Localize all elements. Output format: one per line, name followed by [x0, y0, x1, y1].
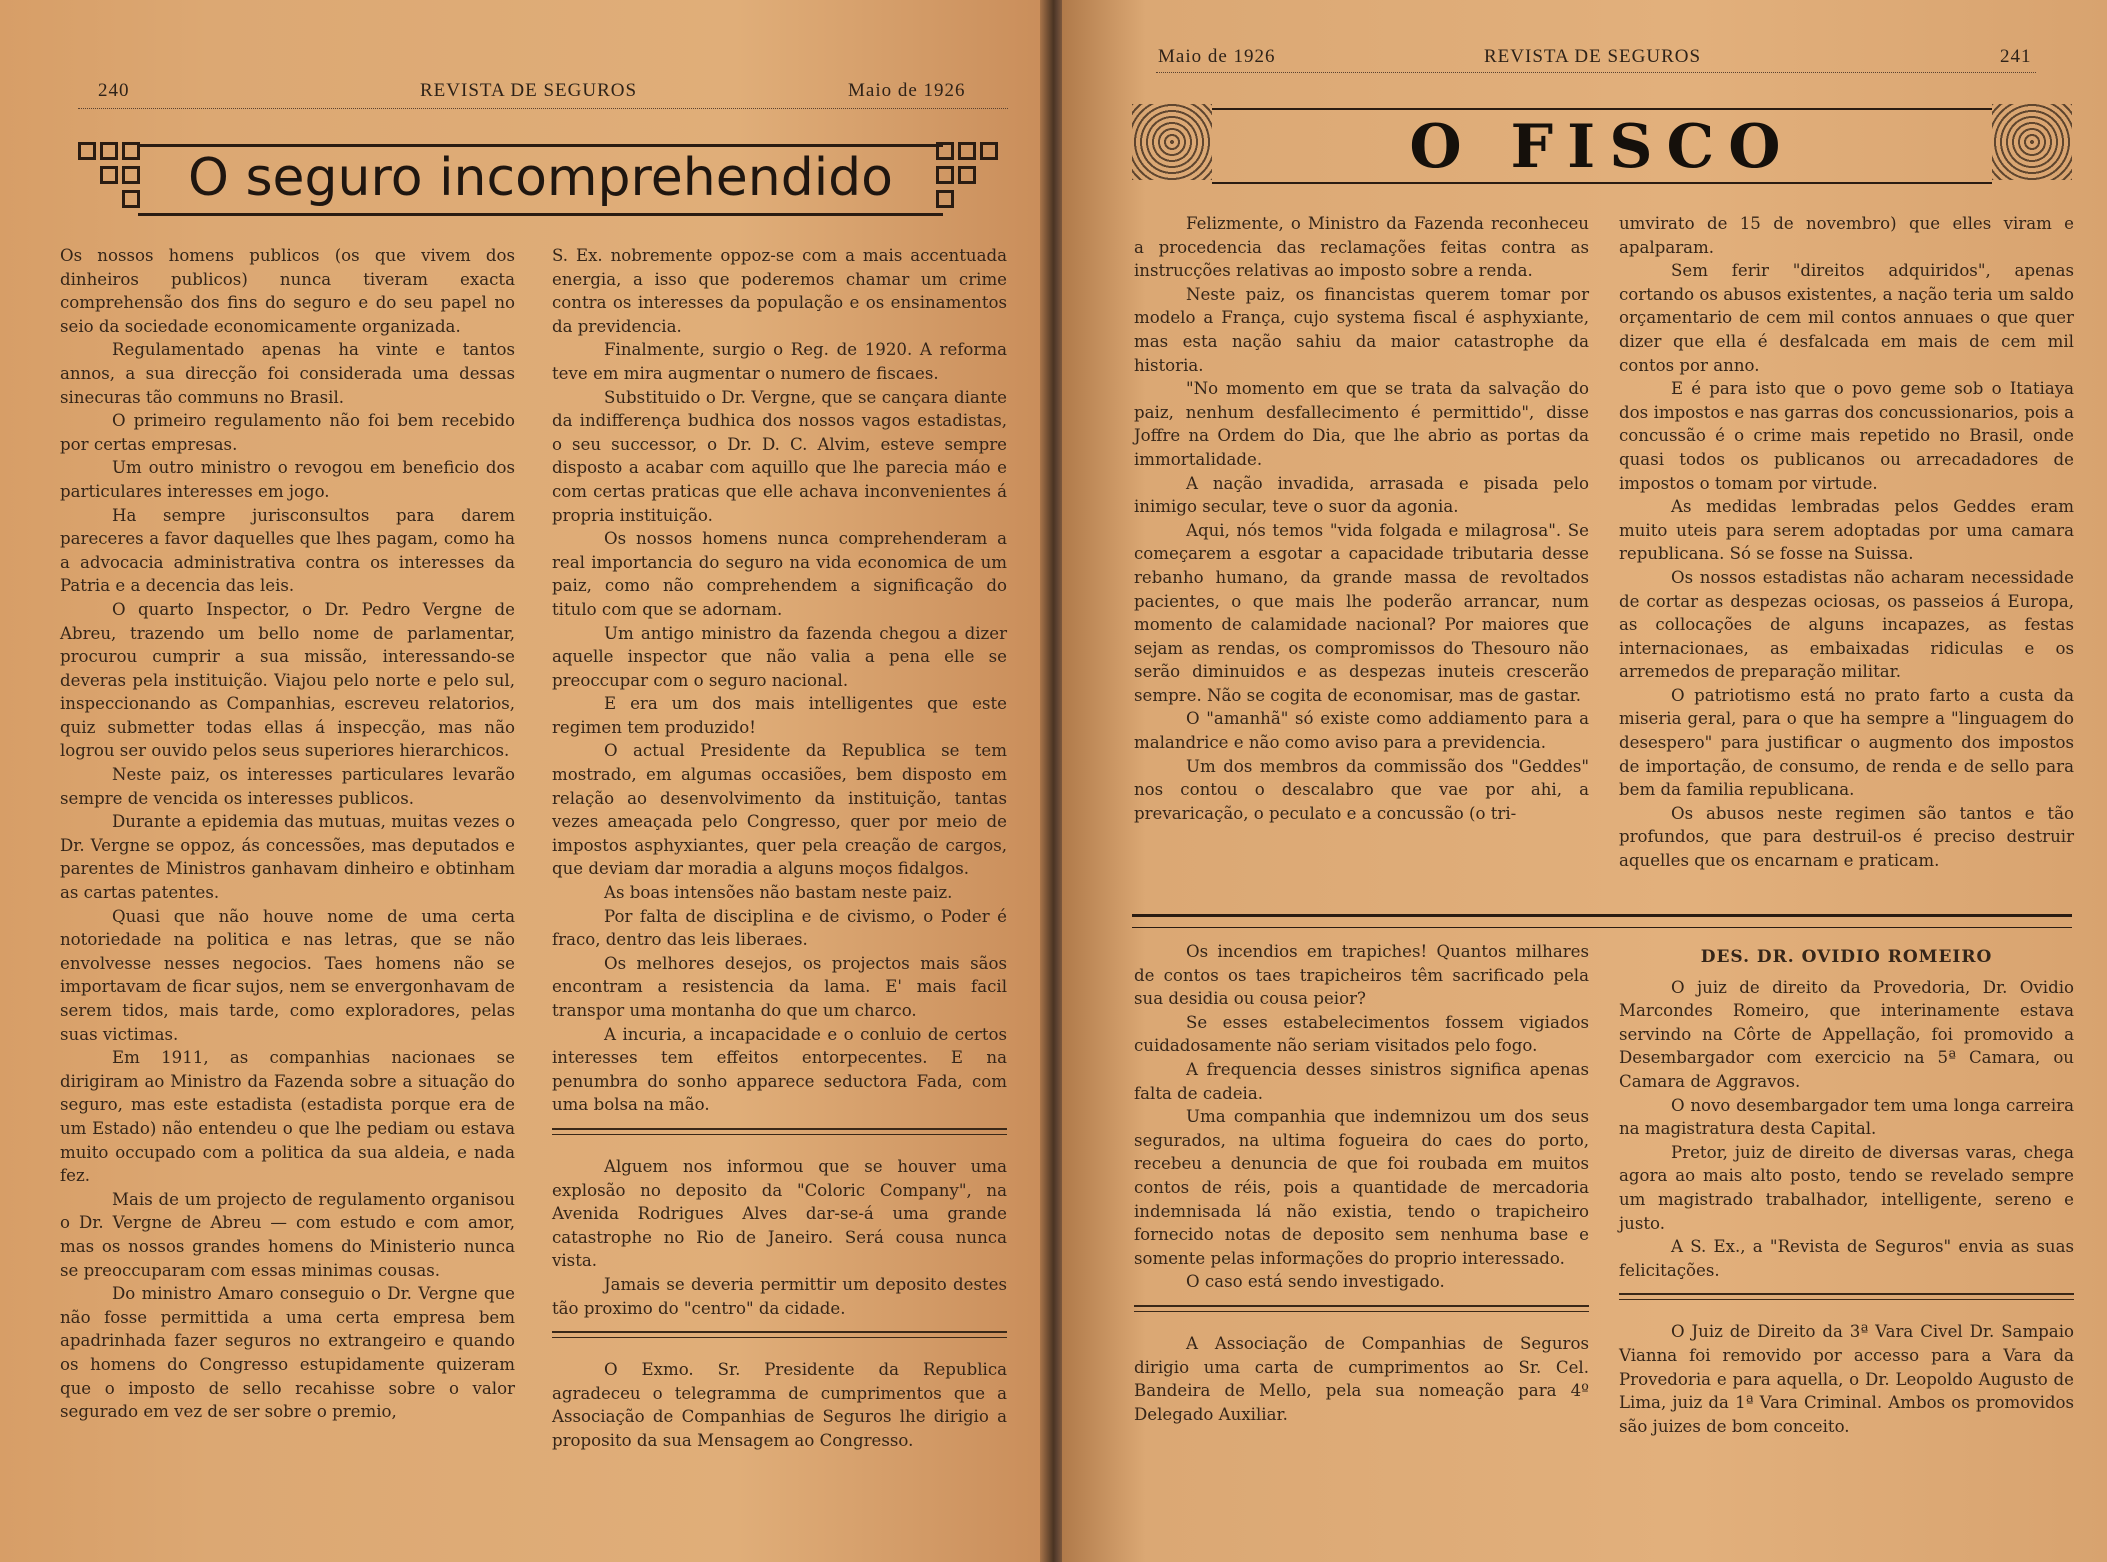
romeiro-column: [1619, 940, 2074, 1438]
fisco-column-2: [1619, 212, 2074, 873]
paragraph: Por falta de disciplina e de civismo, o Poder é fraco, dentro das leis liberaes.: [552, 906, 1007, 950]
coloric-company-note: [552, 1155, 1007, 1320]
lattice-ornament-right-icon: [1992, 104, 2072, 180]
fisco-column-1: [1134, 212, 1589, 825]
paragraph: A nação invadida, arrasada e pisada pelo inimigo secular, teve o suor da agonia.: [1134, 473, 1589, 517]
paragraph: Durante a epidemia das mutuas, muitas vezes o Dr. Vergne se oppoz, ás concessões, mas deputados e parentes de Ministros ganhavam dinheiro e obtinham as cartas patentes.: [60, 812, 515, 903]
paragraph: Os nossos homens publicos (os que vivem dos dinheiros publicos) nunca tiveram exacta comprehensão dos fins do seguro e do seu papel no seio da sociedade economicamente organizada.: [60, 246, 515, 336]
paragraph: O "amanhã" só existe como addiamento para a malandrice e não como aviso para a previdencia.: [1134, 709, 1589, 753]
paragraph: A Associação de Companhias de Seguros dirigio uma carta de cumprimentos ao Sr. Cel. Bandeira de Mello, pela sua nomeação para 4º Delegado Auxiliar.: [1134, 1333, 1589, 1424]
paragraph: Uma companhia que indemnizou um dos seus segurados, na ultima fogueira do caes do porto, recebeu a denuncia de que foi roubada em muitos contos de réis, pois a quantidade de mercadoria indemnisada lá não existia, tendo o trapicheiro fornecido notas de deposito sem nenhuma base e somente pelas informações do proprio interessado.: [1134, 1107, 1589, 1268]
section-divider: [552, 1328, 1007, 1344]
romeiro-heading: DES. DR. OVIDIO ROMEIRO: [1700, 947, 1993, 967]
paragraph: Os abusos neste regimen são tantos e tão profundos, que para destruil-os é preciso destruir aquelles que os encarnam e praticam.: [1619, 803, 2074, 871]
paragraph: O actual Presidente da Republica se tem mostrado, em algumas occasiões, bem disposto em relação ao desenvolvimento da instituição, tantas vezes ameaçada pelo Congresso, quer por meio de impostos asphyxiantes, quer pela creação de cargos, que deviam dar moradia a alguns moços fidalgos.: [552, 741, 1007, 879]
paragraph: E era um dos mais intelligentes que este regimen tem produzido!: [552, 694, 1007, 737]
paragraph: Finalmente, surgio o Reg. de 1920. A reforma teve em mira augmentar o numero de fiscaes.: [552, 340, 1007, 383]
paragraph: Pretor, juiz de direito de diversas varas, chega agora ao mais alto posto, tendo se revelado sempre um magistrado trabalhador, intelligente, sereno e justo.: [1619, 1142, 2074, 1233]
paragraph: O Juiz de Direito da 3ª Vara Civel Dr. Sampaio Vianna foi removido por accesso para a Vara da Provedoria e para aquella, o Dr. Leopoldo Augusto de Lima, juiz da 1ª Vara Criminal. Ambos os promovidos são juizes de bom conceito.: [1619, 1322, 2074, 1436]
paragraph: Quasi que não houve nome de uma certa notoriedade na politica e nas letras, que se não envolvesse nesses negocios. Taes homens não se importavam de ficar sujos, nem se envergonhavam de serem tidos, mais tarde, como exploradores, pelas suas victimas.: [60, 906, 515, 1044]
paragraph: "No momento em que se trata da salvação do paiz, nenhum desfallecimento é permittido", disse Joffre na Ordem do Dia, que lhe abrio as portas da immortalidade.: [1134, 379, 1589, 469]
article-column-2: [552, 244, 1007, 1453]
chain-divider: [1132, 914, 2072, 928]
paragraph: A S. Ex., a "Revista de Seguros" envia as suas felicitações.: [1619, 1237, 2074, 1280]
issue-date-left: Maio de 1926: [848, 80, 966, 101]
page-number-left: 240: [98, 80, 130, 101]
paragraph: umvirato de 15 de novembro) que elles viram e apalparam.: [1619, 214, 2074, 257]
president-thanks-note: [552, 1358, 1007, 1452]
article-column-1: [60, 244, 515, 1424]
fires-column: [1134, 940, 1589, 1426]
paragraph: O Exmo. Sr. Presidente da Republica agradeceu o telegramma de cumprimentos que a Associação de Companhias de Seguros lhe dirigio a proposito da sua Mensagem ao Congresso.: [552, 1360, 1007, 1450]
paragraph: Um antigo ministro da fazenda chegou a dizer aquelle inspector que não valia a pena elle se preoccupar com o seguro nacional.: [552, 623, 1007, 690]
article-title-left: O seguro incomprehendido: [188, 148, 893, 208]
paragraph: O patriotismo está no prato farto a custa da miseria geral, para o que ha sempre a "linguagem do desespero" para justificar o augmento dos impostos de importação, de consumo, de renda e de sello para bem da familia republicana.: [1619, 685, 2074, 800]
issue-date-right: Maio de 1926: [1158, 46, 1276, 67]
paragraph: O caso está sendo investigado.: [1186, 1272, 1445, 1292]
running-title-left: REVISTA DE SEGUROS: [420, 80, 638, 101]
paragraph: Neste paiz, os interesses particulares levarão sempre de vencida os interesses publicos.: [60, 765, 515, 808]
paragraph: O novo desembargador tem uma longa carreira na magistratura desta Capital.: [1619, 1095, 2074, 1139]
section-divider: [1619, 1290, 2074, 1306]
page-number-right: 241: [2000, 46, 2032, 67]
romeiro-column-body: [1619, 976, 2074, 1283]
paragraph: As medidas lembradas pelos Geddes eram muito uteis para serem adoptadas por uma camara republicana. Só se fosse na Suissa.: [1619, 497, 2074, 564]
paragraph: Se esses estabelecimentos fossem vigiados cuidadosamente não seriam visitados pelo fogo.: [1134, 1012, 1589, 1056]
paragraph: Os nossos estadistas não acharam necessidade de cortar as despezas ociosas, os passeios á Europa, as collocações de alguns incapazes, as festas internacionaes, as embaixadas ridiculas e os arremedos de preparação militar.: [1619, 567, 2074, 682]
paragraph: O juiz de direito da Provedoria, Dr. Ovidio Marcondes Romeiro, que interinamente estava servindo na Côrte de Appellação, foi promovido a Desembargador com exercicio na 5ª Camara, ou Camara de Aggravos.: [1619, 977, 2074, 1091]
section-divider: [552, 1125, 1007, 1141]
header-rule-left: [78, 108, 1008, 109]
paragraph: Substituido o Dr. Vergne, que se cançara diante da indifferença budhica dos nossos vagos estadistas, o seu successor, o Dr. D. C. Alvim, esteve sempre disposto a acabar com aquillo que lhe parecia máo e com certas praticas que elle achava inconvenientes á propria instituição.: [552, 387, 1007, 525]
paragraph: Um dos membros da commissão dos "Geddes" nos contou o descalabro que vae por ahi, a prevaricação, o peculato e a concussão (o tri-: [1134, 756, 1589, 823]
paragraph: Os nossos homens nunca comprehenderam a real importancia do seguro na vida economica de um paiz, como não comprehendem a significação do titulo com que se adornam.: [552, 529, 1007, 619]
paragraph: Felizmente, o Ministro da Fazenda reconheceu a procedencia das reclamações feitas contra as instrucções relativas ao imposto sobre a renda.: [1134, 214, 1589, 281]
article-title-block-left: [78, 130, 1003, 220]
paragraph: A frequencia desses sinistros significa apenas falta de cadeia.: [1134, 1059, 1589, 1103]
left-page: [0, 0, 1050, 1562]
paragraph: S. Ex. nobremente oppoz-se com a mais accentuada energia, a isso que poderemos chamar um crime contra os interesses da população e os ensinamentos da previdencia.: [552, 246, 1007, 336]
section-divider: [1134, 1302, 1589, 1318]
paragraph: A incuria, a incapacidade e o conluio de certos interesses tem effeitos entorpecentes. E na penumbra do sonho apparece seductora Fada, com uma bolsa na mão.: [552, 1024, 1007, 1115]
paragraph: Um outro ministro o revogou em beneficio dos particulares interesses em jogo.: [60, 458, 515, 501]
paragraph: Alguem nos informou que se houver uma explosão no deposito da "Coloric Company", na Avenida Rodrigues Alves dar-se-á uma grande catastrophe no Rio de Janeiro. Será cousa nunca vista.: [552, 1156, 1007, 1271]
header-rule-right: [1156, 72, 2036, 73]
paragraph: Em 1911, as companhias nacionaes se dirigiram ao Ministro da Fazenda sobre a situação do seguro, mas este estadista (estadista porque era de um Estado) não entendeu o que lhe pediam ou estava muito occupado com a politica da sua aldeia, e nada fez.: [60, 1048, 515, 1186]
paragraph: Jamais se deveria permittir um deposito destes tão proximo do "centro" da cidade.: [552, 1274, 1007, 1318]
paragraph: Regulamentado apenas ha vinte e tantos annos, a sua direcção foi considerada uma dessas sinecuras tão communs no Brasil.: [60, 340, 515, 407]
paragraph: Ha sempre jurisconsultos para darem pareceres a favor daquelles que lhes pagam, como ha a advocacia administrativa contra os interesses da Patria e a decencia das leis.: [60, 505, 515, 596]
paragraph: Aqui, nós temos "vida folgada e milagrosa". Se começarem a esgotar a capacidade tributaria desse rebanho humano, da grande massa de revoltados pacientes, o que mais lhe poderão arrancar, num momento de calamidade nacional? Por maiores que sejam as rendas, os compromissos do Thesouro não serão diminuidos e as despezas inuteis crescerão sempre. Não se cogita de economisar, mas de gastar.: [1134, 520, 1589, 705]
paragraph: O primeiro regulamento não foi bem recebido por certas empresas.: [60, 411, 515, 454]
running-title-right: REVISTA DE SEGUROS: [1484, 46, 1702, 67]
article-column-2-body: [552, 244, 1007, 1117]
paragraph: Mais de um projecto de regulamento organisou o Dr. Vergne de Abreu — com estudo e com amor, mas os nossos grandes homens do Ministerio nunca se preoccuparam com essas minimas cousas.: [60, 1189, 515, 1280]
paragraph: O quarto Inspector, o Dr. Pedro Vergne de Abreu, trazendo um bello nome de parlamentar, procurou cumprir a sua missão, interessando-se deveras pela instituição. Viajou pelo norte e pelo sul, inspeccionando as Companhias, escreveu relatorios, quiz submetter todas ellas á inspecção, mas não logrou ser ouvido pelos seus superiores hierarchicos.: [60, 599, 515, 761]
paragraph: Sem ferir "direitos adquiridos", apenas cortando os abusos existentes, a nação teria um saldo orçamentario de cem mil contos annuaes o que quer dizer que ella é desfalcada em mais de cem mil contos por anno.: [1619, 261, 2074, 375]
article-title-right: O FISCO: [1409, 112, 1795, 182]
paragraph: Do ministro Amaro conseguio o Dr. Vergne que não fosse permittida a uma certa empresa bem apadrinhada fazer seguros no extrangeiro e quando os homens do Congresso estupidamente quizeram que o imposto de sello recahisse sobre o valor segurado em vez de ser sobre o premio,: [60, 1284, 515, 1422]
box-ornament-right-icon: [918, 138, 1003, 218]
judges-transfer-note: [1619, 1320, 2074, 1438]
paragraph: Os incendios em trapiches! Quantos milhares de contos os taes trapicheiros têm sacrificado pela sua desidia ou cousa peior?: [1134, 942, 1589, 1009]
paragraph: As boas intensões não bastam neste paiz.: [604, 883, 953, 903]
paragraph: E é para isto que o povo geme sob o Itatiaya dos impostos e nas garras dos concussionarios, pois a concussão é o crime mais repetido no Brasil, onde quasi todos os publicanos ou arrecadadores de impostos o tomam por virtude.: [1619, 379, 2074, 493]
paragraph: Os melhores desejos, os projectos mais sãos encontram a resistencia da lama. E' mais facil transpor uma montanha do que um charco.: [552, 953, 1007, 1020]
paragraph: Neste paiz, os financistas querem tomar por modelo a França, cujo systema fiscal é asphyxiante, mas esta nação sahiu da maior catastrophe da historia.: [1134, 284, 1589, 375]
right-page: [1062, 0, 2107, 1562]
article-title-block-right: [1132, 100, 2072, 190]
associacao-letter-note: [1134, 1332, 1589, 1426]
fires-column-body: [1134, 940, 1589, 1294]
